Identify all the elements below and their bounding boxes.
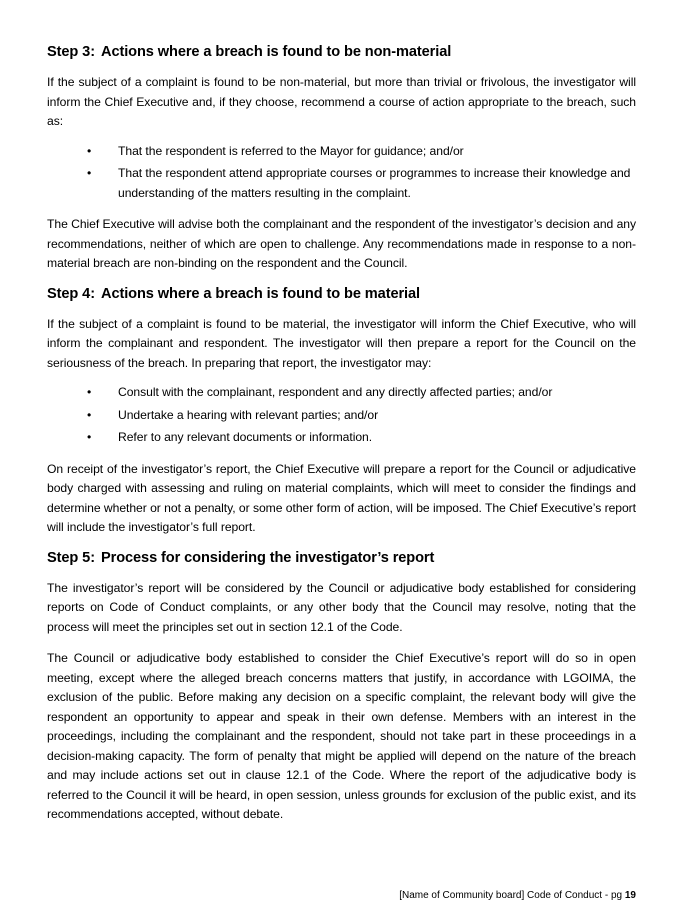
- bullet-icon: •: [87, 407, 92, 422]
- step-number: Step 3:: [47, 44, 95, 60]
- paragraph: The Council or adjudicative body established to consider the Chief Executive’s report will do so in open meeting, except where the alleged breach concerns matters that justify, in accordance with LGOIMA, the exclusion of the public. Before making any decision on a specific complaint, the relevant body will give the respondent an opportunity to appear and speak in their own defense. Members with an interest in the proceedings, including the complainant and the respondent, should not take part in these proceedings in a decision-making capacity. The form of penalty that might be applied will depend on the nature of the breach and may include actions set out in clause 12.1 of the Code. Where the report of the adjudicative body is referred to the Council it will be heard, in open session, unless grounds for exclusion of the public exist, and its recommendations accepted, without debate.: [47, 651, 636, 821]
- section-step-4: [47, 286, 636, 538]
- paragraph: The investigator’s report will be considered by the Council or adjudicative body established for considering reports on Code of Conduct complaints, or any other body that the Council may resolve, noting that the process will meet the principles set out in section 12.1 of the Code.: [47, 580, 636, 634]
- document-page: [47, 44, 636, 837]
- bullet-icon: •: [87, 143, 92, 158]
- bullet-list: [47, 142, 636, 204]
- step-title: Actions where a breach is found to be non-material: [101, 44, 452, 60]
- bullet-icon: •: [87, 385, 92, 399]
- list-item: [47, 406, 636, 426]
- section-heading: [47, 550, 636, 566]
- section-step-3: [47, 44, 636, 274]
- list-item: [47, 383, 636, 403]
- step-number: Step 4:: [47, 285, 95, 302]
- paragraph: If the subject of a complaint is found to be material, the investigator will inform the Chief Executive, who will inform the complainant and respondent. The investigator will then prepare a report for the Council on the seriousness of the breach. In preparing that report, the investigator may:: [47, 316, 636, 370]
- section-step-5: [47, 550, 636, 825]
- section-heading: [47, 286, 636, 302]
- list-item-text: That the respondent is referred to the Mayor for guidance; and/or: [118, 143, 464, 158]
- page-footer: [399, 890, 636, 901]
- step-title: Process for considering the investigator’s report: [101, 549, 435, 566]
- list-item-text: Refer to any relevant documents or information.: [118, 430, 373, 444]
- step-title: Actions where a breach is found to be material: [101, 285, 420, 302]
- list-item: [47, 164, 636, 203]
- section-heading: [47, 44, 636, 60]
- paragraph: The Chief Executive will advise both the complainant and the respondent of the investigator’s decision and any recommendations, neither of which are open to challenge. Any recommendations made in response to a non-material breach are non-binding on the respondent and the Council.: [47, 217, 636, 270]
- list-item-text: Consult with the complainant, respondent and any directly affected parties; and/or: [118, 385, 553, 399]
- bullet-icon: •: [87, 430, 92, 444]
- page-number: 19: [624, 890, 636, 901]
- list-item: [47, 142, 636, 162]
- list-item: [47, 428, 636, 448]
- list-item-text: Undertake a hearing with relevant parties; and/or: [118, 407, 379, 422]
- list-item-text: That the respondent attend appropriate courses or programmes to increase their knowledge and understanding of the matters resulting in the complaint.: [118, 166, 631, 200]
- bullet-icon: •: [87, 166, 92, 180]
- footer-text: [Name of Community board] Code of Conduct - pg: [399, 890, 625, 901]
- bullet-list: [47, 383, 636, 448]
- step-number: Step 5:: [47, 549, 95, 566]
- paragraph: If the subject of a complaint is found to be non-material, but more than trivial or frivolous, the investigator will inform the Chief Executive and, if they choose, recommend a course of action appropriate to the breach, such as:: [47, 75, 636, 128]
- paragraph: On receipt of the investigator’s report, the Chief Executive will prepare a report for the Council or adjudicative body charged with assessing and ruling on material complaints, which will meet to consider the findings and determine whether or not a penalty, or some other form of action, will be imposed. The Chief Executive’s report will include the investigator’s full report.: [47, 461, 636, 534]
